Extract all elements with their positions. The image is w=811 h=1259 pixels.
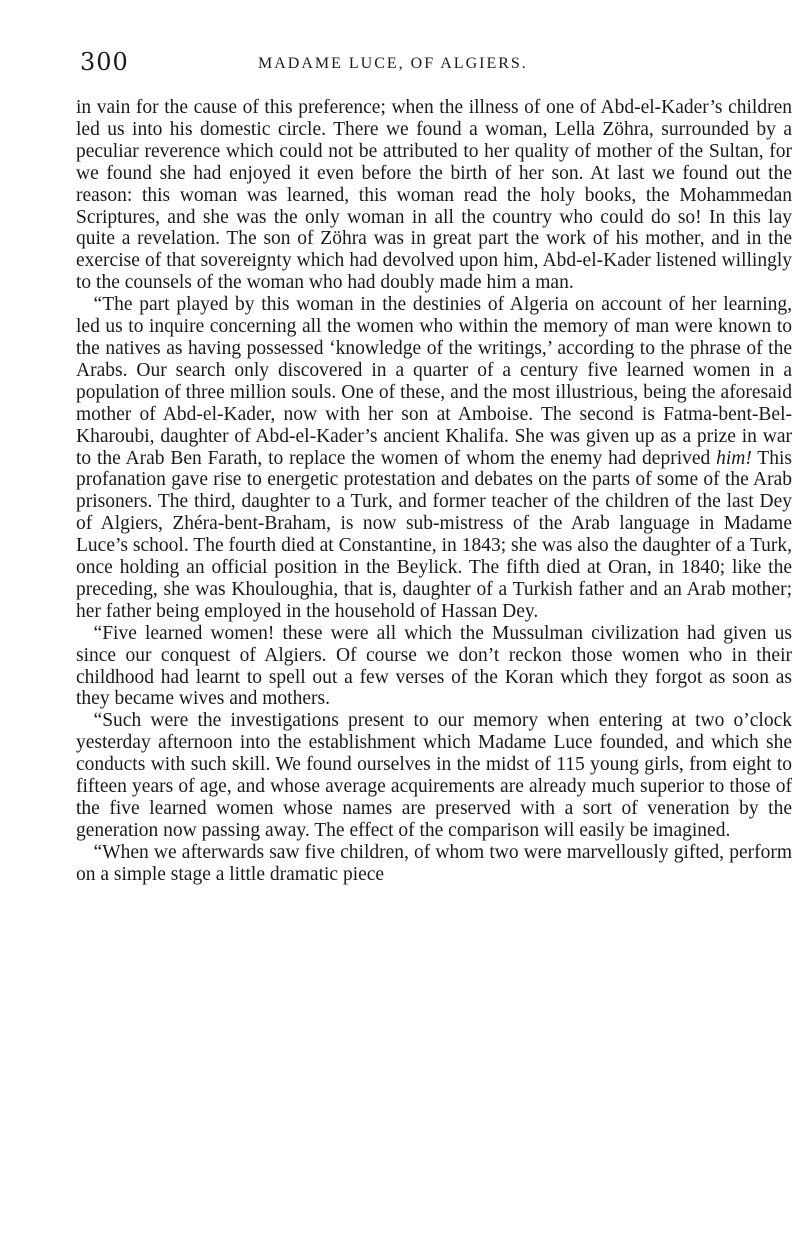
paragraph-3 bbox=[76, 623, 792, 711]
paragraph-1-text: in vain for the cause of this preference; when the illness of one of Abd-el-Kader’s children led us into his domestic circle. There we found a woman, Lella Zöhra, surrounded by a peculiar reverence which could not be attributed to her quality of mother of the Sultan, for we found she had enjoyed it even before the birth of her son. At last we found out the reason: this woman was learned, this woman read the holy books, the Mohammedan Scriptures, and she was the only woman in all the country who could do so! In this lay quite a revelation. The son of Zöhra was in great part the work of his mother, and in the exercise of that sovereignty which had devolved upon him, Abd-el-Kader listened willingly to the counsels of the woman who had doubly made him a man. bbox=[76, 97, 792, 294]
running-title: MADAME LUCE, OF ALGIERS. bbox=[258, 55, 528, 72]
paragraph-1 bbox=[76, 97, 792, 294]
paragraph-4-text: “Such were the investigations present to our memory when entering at two o’clock yesterday afternoon into the establishment which Madame Luce founded, and which she conducts with such skill. We found ourselves in the midst of 115 young girls, from eight to fifteen years of age, and whose average acquirements are already much superior to those of the five learned women whose names are preserved with a sort of veneration by the generation now passing away. The effect of the comparison will easily be imagined. bbox=[76, 710, 792, 841]
paragraph-5-text: “When we afterwards saw five children, of whom two were marvellously gifted, perform on a simple stage a little dramatic piece bbox=[76, 841, 792, 885]
page-number: 300 bbox=[80, 48, 129, 76]
paragraph-2-text-cont: This profanation gave rise to energetic protestation and debates on the parts of some of the Arab prisoners. The third, daughter to a Turk, and former teacher of the children of the last Dey of Algiers, Zhéra-bent-Braham, is now sub-mistress of the Arab language in Madame Luce’s school. The fourth died at Constantine, in 1843; she was also the daughter of a Turk, once holding an official position in the Beylick. The fifth died at Oran, in 1840; like the preceding, she was Khouloughia, that is, daughter of a Turkish father and an Arab mother; her father being employed in the household of Hassan Dey. bbox=[76, 447, 792, 622]
emphasis-him: him! bbox=[716, 447, 752, 469]
body-text bbox=[76, 97, 792, 886]
paragraph-2-text: “The part played by this woman in the destinies of Algeria on account of her learning, led us to inquire concerning all the women who within the memory of man were known to the natives as having possessed ‘knowledge of the writings,’ according to the phrase of the Arabs. Our search only discovered in a quarter of a century five learned women in a population of three million souls. One of these, and the most illustrious, being the aforesaid mother of Abd-el-Kader, now with her son at Amboise. The second is Fatma-bent-Bel-Kharoubi, daughter of Abd-el-Kader’s ancient Khalifa. She was given up as a prize in war to the Arab Ben Farath, to replace the women of whom the enemy had deprived bbox=[76, 294, 792, 469]
paragraph-3-text: “Five learned women! these were all which the Mussulman civilization had given us since our conquest of Algiers. Of course we don’t reckon those women who in their childhood had learnt to spell out a few verses of the Koran which they forgot as soon as they became wives and mothers. bbox=[76, 622, 792, 710]
running-head bbox=[80, 48, 790, 78]
paragraph-5 bbox=[76, 842, 792, 886]
paragraph-4 bbox=[76, 710, 792, 841]
paragraph-2 bbox=[76, 294, 792, 623]
